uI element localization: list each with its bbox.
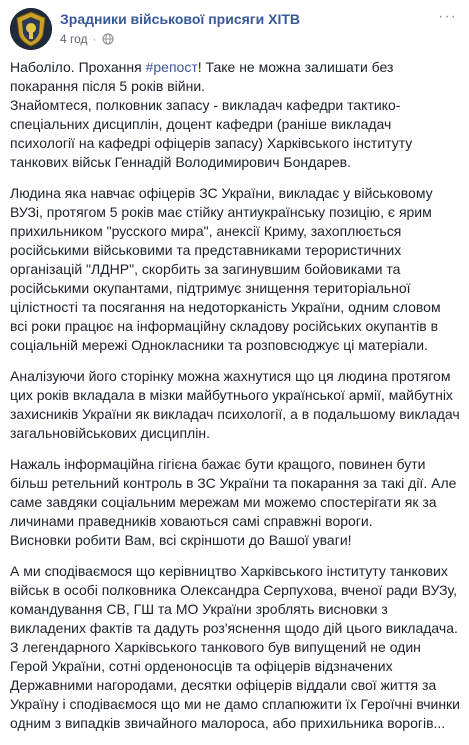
post-time[interactable]: 4 год xyxy=(60,32,88,46)
paragraph-4 xyxy=(10,455,464,550)
text-line: З легендарного Харківського танкового був випущений не один xyxy=(10,639,421,655)
post-author[interactable]: Зрадники військової присяги ХІТВ xyxy=(60,11,301,27)
text-line: Наболіло. Прохання #репост! Таке не можна залишати без xyxy=(10,59,394,75)
text-line: Аналізуючи його сторінку можна жахнутися що ця людина протягом xyxy=(10,368,451,384)
avatar-emblem-icon xyxy=(10,8,52,50)
text-line: захисників України як викладач психології, а в подальшому викладач xyxy=(10,406,460,422)
text-line: загальновійськових дисциплін. xyxy=(10,425,210,441)
text-line: Україну і сподіваємося що ми не дамо сплапюжити їх Героїчні вчинки xyxy=(10,696,461,712)
text-line: ВУЗі, протягом 5 років має стійку антиукраїнську позицію, є ярим xyxy=(10,204,432,220)
text-line: Людина яка навчає офіцерів ЗС України, викладає у військовому xyxy=(10,185,433,201)
paragraph-3 xyxy=(10,367,464,443)
hashtag-repost[interactable]: #репост xyxy=(145,59,198,75)
text-line: спеціальних дисциплін, доцент кафедри (раніше викладач xyxy=(10,116,392,132)
text-line: російськими військовими та представниками терористичних xyxy=(10,242,402,258)
text-line: військ в особі полковника Олександра Серпухова, вченої ради ВУЗу, xyxy=(10,582,458,598)
paragraph-1 xyxy=(10,58,464,172)
text-line: більш ретельний контроль в ЗС України та покарання за такі дії. Але xyxy=(10,475,457,491)
text-line: одним з випадків звичайного малороса, або прихильника ворогів... xyxy=(10,715,446,731)
text-line: соціальній мережі Однокласники та розповсюджує ці матеріали. xyxy=(10,337,429,353)
text-line: цілістності та посягання на недоторканість України, одним словом xyxy=(10,299,441,315)
text-line: всі роки працює на інформаційну складову російських окупантів в xyxy=(10,318,439,334)
text-line: російськими окупантами, підтримує знищення територіальної xyxy=(10,280,411,296)
text-line: командування СВ, ГШ та МО України зроблять висновки з xyxy=(10,601,388,617)
text-line: Нажаль інформаційна гігієна бажає бути кращого, повинен бути xyxy=(10,456,426,472)
text-line: психології на кафедрі офіцерів запасу) Харківського інституту xyxy=(10,135,413,151)
text-line: саме завдяки соціальним мережам ми можемо спостерігати як за xyxy=(10,494,437,510)
text-line: А ми сподіваємося що керівництво Харківського інституту танкових xyxy=(10,563,448,579)
text-line: організацій "ЛДНР", скорбить за загинувшим бойовиками та xyxy=(10,261,401,277)
text-line: Герой України, сотні орденоносців та офіцерів відзначених xyxy=(10,658,393,674)
post-body xyxy=(10,58,464,745)
avatar[interactable] xyxy=(10,8,52,50)
post-header xyxy=(10,8,459,52)
text-line: танкових військ Геннадій Володимирович Бондарев. xyxy=(10,154,351,170)
paragraph-5 xyxy=(10,562,464,733)
text-line: викладених фактів та дадуть роз'яснення щодо дій цього викладача. xyxy=(10,620,458,636)
globe-icon xyxy=(102,33,114,45)
text-line: личинами праведників ховаються самі справжні вороги. xyxy=(10,513,373,529)
text-line: прихильником "русского мира", анексії Криму, захоплюється xyxy=(10,223,402,239)
separator-dot: · xyxy=(92,32,97,46)
text-line: покарання після 5 років війни. xyxy=(10,78,206,94)
text-line: Знайомтеся, полковник запасу - викладач кафедри тактико- xyxy=(10,97,401,113)
more-options-icon[interactable]: ··· xyxy=(438,8,457,25)
text-line: Державними нагородами, десятки офіцерів віддали свої життя за xyxy=(10,677,437,693)
paragraph-2 xyxy=(10,184,464,355)
text-line: Висновки робити Вам, всі скріншоти до Вашої уваги! xyxy=(10,532,352,548)
text-line: цих років вкладала в мізки майбутнього української армії, майбутніх xyxy=(10,387,453,403)
post-meta xyxy=(60,32,114,46)
